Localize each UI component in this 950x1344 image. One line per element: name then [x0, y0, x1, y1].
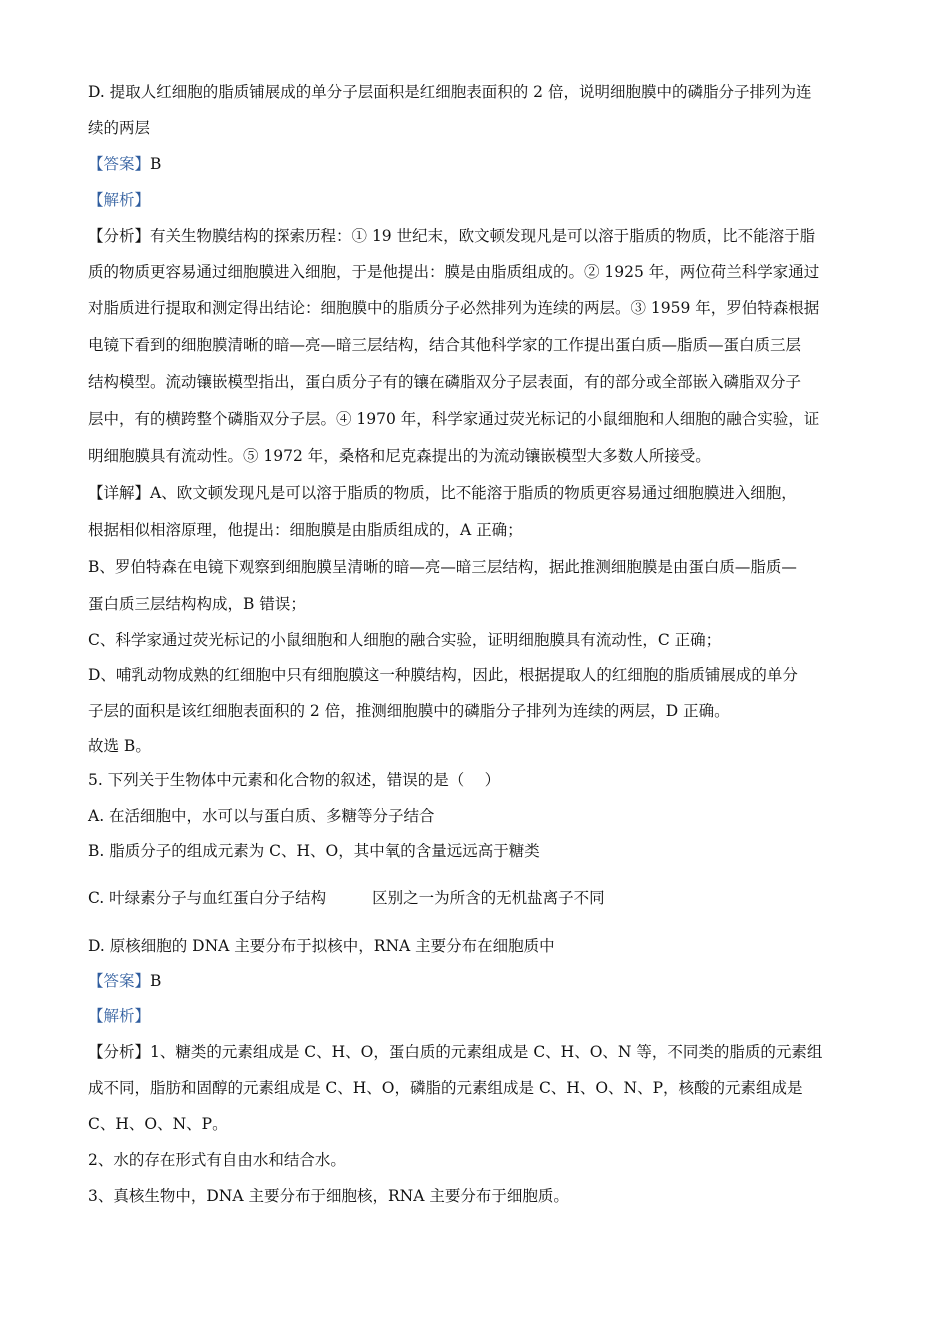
q5-analysis-heading — [88, 1006, 868, 1026]
q4-fenxi-line: 电镜下看到的细胞膜清晰的暗—亮—暗三层结构，结合其他科学家的工作提出蛋白质—脂质—蛋白质三层 — [88, 336, 802, 354]
q5-fenxi-line: 成不同，脂肪和固醇的元素组成是 C、H、O，磷脂的元素组成是 C、H、O、N、P，核酸的元素组成是 — [88, 1079, 803, 1097]
q5-option-a: A. 在活细胞中，水可以与蛋白质、多糖等分子结合 — [88, 807, 435, 825]
q5-fenxi-line: 2、水的存在形式有自由水和结合水。 — [88, 1151, 346, 1169]
fenxi-text: 有关生物膜结构的探索历程：① 19 世纪末，欧文顿发现凡是可以溶于脂质的物质，比不能溶于脂 — [150, 227, 816, 245]
q4-option-d-line1: D. 提取人红细胞的脂质铺展成的单分子层面积是红细胞表面积的 2 倍，说明细胞膜中的磷脂分子排列为连 — [88, 83, 812, 101]
fenxi-text: 1、糖类的元素组成是 C、H、O，蛋白质的元素组成是 C、H、O、N 等，不同类的脂质的元素组 — [150, 1043, 823, 1061]
q5-answer — [88, 971, 868, 991]
fenxi-tag: 【分析】 — [88, 227, 151, 245]
q4-fenxi-line — [88, 226, 868, 246]
answer-value: B — [150, 155, 162, 173]
q4-fenxi-line: 对脂质进行提取和测定得出结论：细胞膜中的脂质分子必然排列为连续的两层。③ 1959 年，罗伯特森根据 — [88, 299, 820, 317]
q5-stem: 5. 下列关于生物体中元素和化合物的叙述，错误的是（ ） — [88, 771, 501, 789]
option-c-part2: 区别之一为所含的无机盐离子不同 — [372, 889, 605, 907]
q4-option-d-line2: 续的两层 — [88, 119, 151, 137]
q5-fenxi-line: 3、真核生物中，DNA 主要分布于细胞核，RNA 主要分布于细胞质。 — [88, 1187, 569, 1205]
q4-fenxi-line: 质的物质更容易通过细胞膜进入细胞，于是他提出：膜是由脂质组成的。② 1925 年，两位荷兰科学家通过 — [88, 263, 820, 281]
q5-option-d: D. 原核细胞的 DNA 主要分布于拟核中，RNA 主要分布在细胞质中 — [88, 937, 555, 955]
q4-fenxi-line: 结构模型。流动镶嵌模型指出，蛋白质分子有的镶在磷脂双分子层表面，有的部分或全部嵌入磷脂双分子 — [88, 373, 802, 391]
answer-tag: 【答案】 — [88, 972, 151, 990]
q4-fenxi-line: 层中，有的横跨整个磷脂双分子层。④ 1970 年，科学家通过荧光标记的小鼠细胞和人细胞的融合实验，证 — [88, 410, 820, 428]
q4-xiangjie-line: 子层的面积是该红细胞表面积的 2 倍，推测细胞膜中的磷脂分子排列为连续的两层，D 正确。 — [88, 702, 730, 720]
q4-answer — [88, 154, 868, 174]
q4-xiangjie-line: B、罗伯特森在电镜下观察到细胞膜呈清晰的暗—亮—暗三层结构，据此推测细胞膜是由蛋白质—脂质— — [88, 558, 797, 576]
xiangjie-tag: 【详解】 — [88, 484, 151, 502]
q4-xiangjie-line: 蛋白质三层结构构成，B 错误； — [88, 595, 306, 613]
fenxi-tag: 【分析】 — [88, 1043, 151, 1061]
answer-value: B — [150, 972, 162, 990]
q5-fenxi-line — [88, 1042, 868, 1062]
q4-fenxi-line: 明细胞膜具有流动性。⑤ 1972 年，桑格和尼克森提出的为流动镶嵌模型大多数人所接受。 — [88, 447, 711, 465]
q5-fenxi-line: C、H、O、N、P。 — [88, 1115, 228, 1133]
analysis-tag: 【解析】 — [88, 191, 151, 209]
q4-xiangjie-line: 根据相似相溶原理，他提出：细胞膜是由脂质组成的，A 正确； — [88, 521, 523, 539]
analysis-tag: 【解析】 — [88, 1007, 151, 1025]
q4-xiangjie-line: D、哺乳动物成熟的红细胞中只有细胞膜这一种膜结构，因此，根据提取人的红细胞的脂质铺展成的单分 — [88, 666, 798, 684]
q4-conclusion: 故选 B。 — [88, 737, 151, 755]
q4-analysis-heading — [88, 190, 868, 210]
option-c-part1: C. 叶绿素分子与血红蛋白分子结构 — [88, 889, 327, 907]
q5-option-c — [88, 888, 868, 908]
q4-xiangjie-line: C、科学家通过荧光标记的小鼠细胞和人细胞的融合实验，证明细胞膜具有流动性，C 正确； — [88, 631, 722, 649]
xiangjie-text: A、欧文顿发现凡是可以溶于脂质的物质，比不能溶于脂质的物质更容易通过细胞膜进入细胞， — [150, 484, 797, 502]
q4-xiangjie-line — [88, 483, 868, 503]
answer-tag: 【答案】 — [88, 155, 151, 173]
q5-option-b: B. 脂质分子的组成元素为 C、H、O，其中氧的含量远远高于糖类 — [88, 842, 540, 860]
